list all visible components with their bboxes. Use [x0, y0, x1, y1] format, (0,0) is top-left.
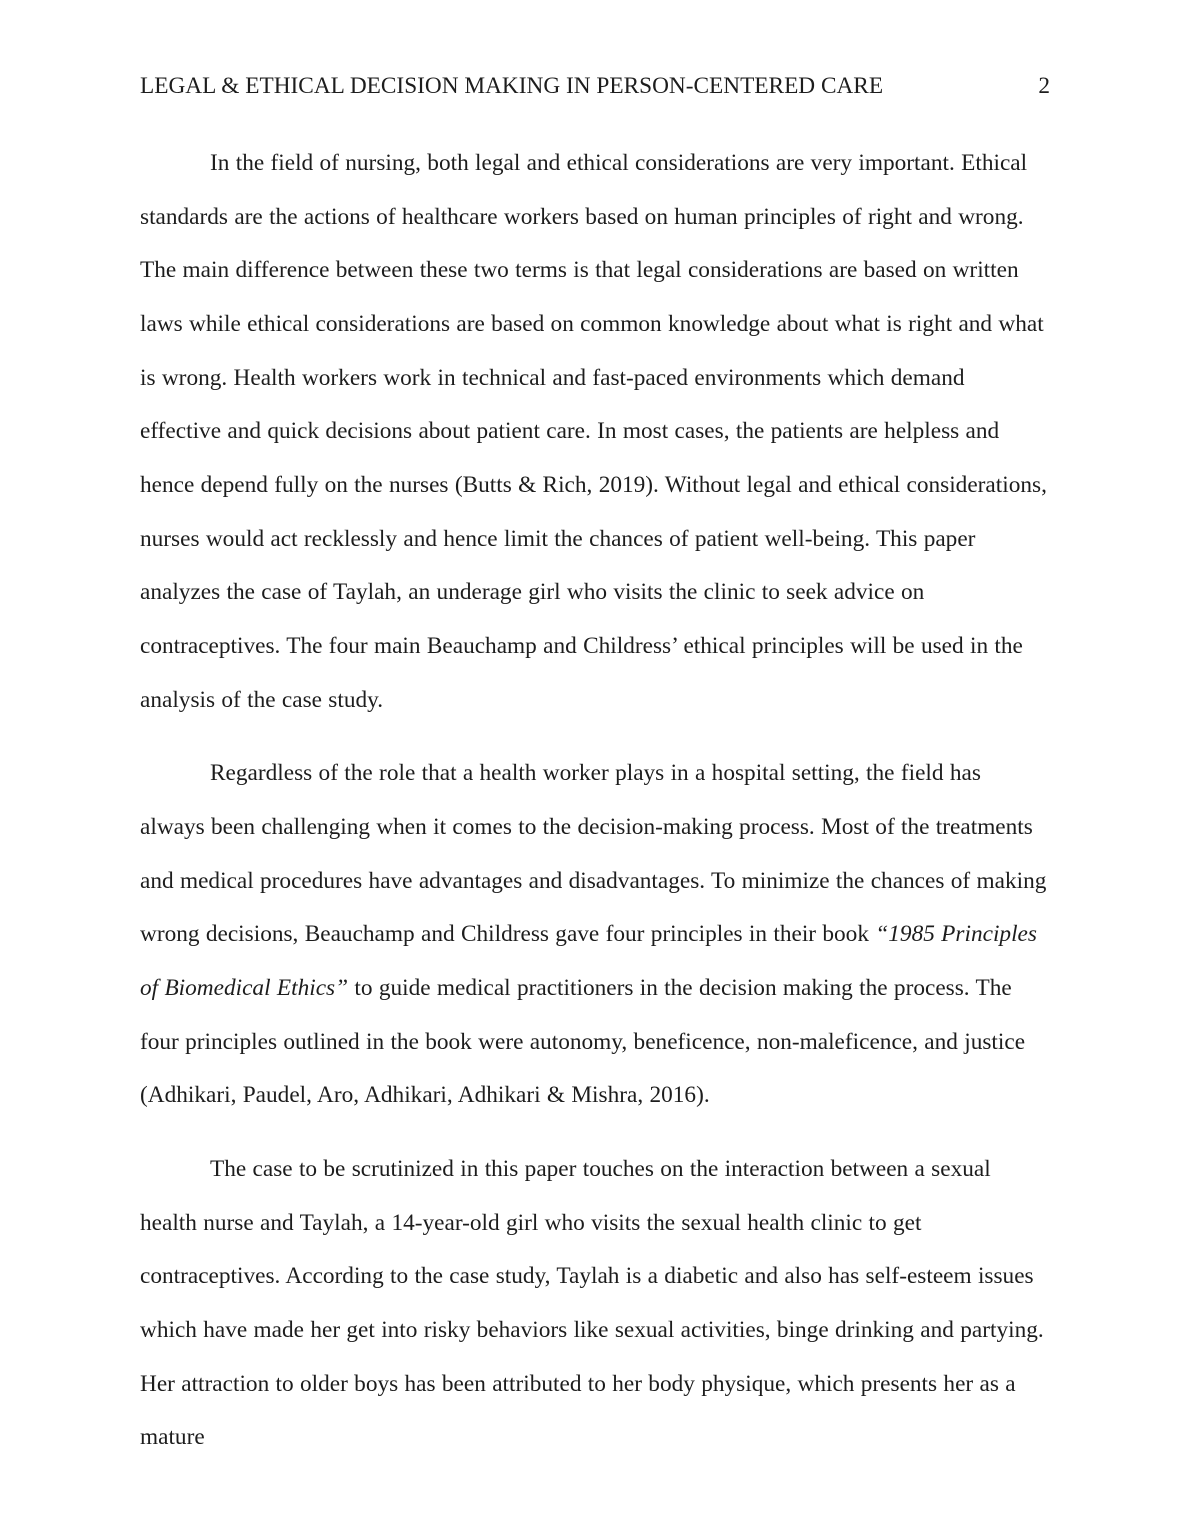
- paragraph-text: In the field of nursing, both legal and ethical considerations are very important. Ethical standards are the actions of healthcare workers based on human principles of right and wrong. The main difference between these two terms is that legal considerations are based on written laws while ethical considerations are based on common knowledge about what is right and what is wrong. Health workers work in technical and fast-paced environments which demand effective and quick decisions about patient care. In most cases, the patients are helpless and hence depend fully on the nurses (Butts & Rich, 2019). Without legal and ethical considerations, nurses would act recklessly and hence limit the chances of patient well-being. This paper analyzes the case of Taylah, an underage girl who visits the clinic to seek advice on contraceptives. The four main Beauchamp and Childress’ ethical principles will be used in the analysis of the case study.: [140, 150, 1047, 713]
- page-number: 2: [1038, 73, 1050, 99]
- paragraph-text: to guide medical practitioners in the decision making the process. The four principles outlined in the book were autonomy, beneficence, non-maleficence, and justice (Adhikari, Paudel, Aro, Adhikari, Adhikari & Mishra, 2016).: [140, 975, 1026, 1109]
- paragraph: [140, 137, 1050, 727]
- paragraph: [140, 747, 1050, 1123]
- document-body: [140, 137, 1050, 1465]
- paragraph-text: Regardless of the role that a health worker plays in a hospital setting, the field has always been challenging when it comes to the decision-making process. Most of the treatments and medical procedures have advantages and disadvantages. To minimize the chances of making wrong decisions, Beauchamp and Childress gave four principles in their book: [140, 760, 1047, 948]
- running-head: LEGAL & ETHICAL DECISION MAKING IN PERSON-CENTERED CARE: [140, 73, 884, 99]
- paragraph: [140, 1143, 1050, 1465]
- page-header: [0, 0, 1190, 100]
- paragraph-text: The case to be scrutinized in this paper touches on the interaction between a sexual health nurse and Taylah, a 14-year-old girl who visits the sexual health clinic to get contraceptives. According to the case study, Taylah is a diabetic and also has self-esteem issues which have made her get into risky behaviors like sexual activities, binge drinking and partying. Her attraction to older boys has been attributed to her body physique, which presents her as a mature: [140, 1156, 1044, 1451]
- book-title-italic: “1985 Principles of Biomedical Ethics”: [140, 921, 1037, 1002]
